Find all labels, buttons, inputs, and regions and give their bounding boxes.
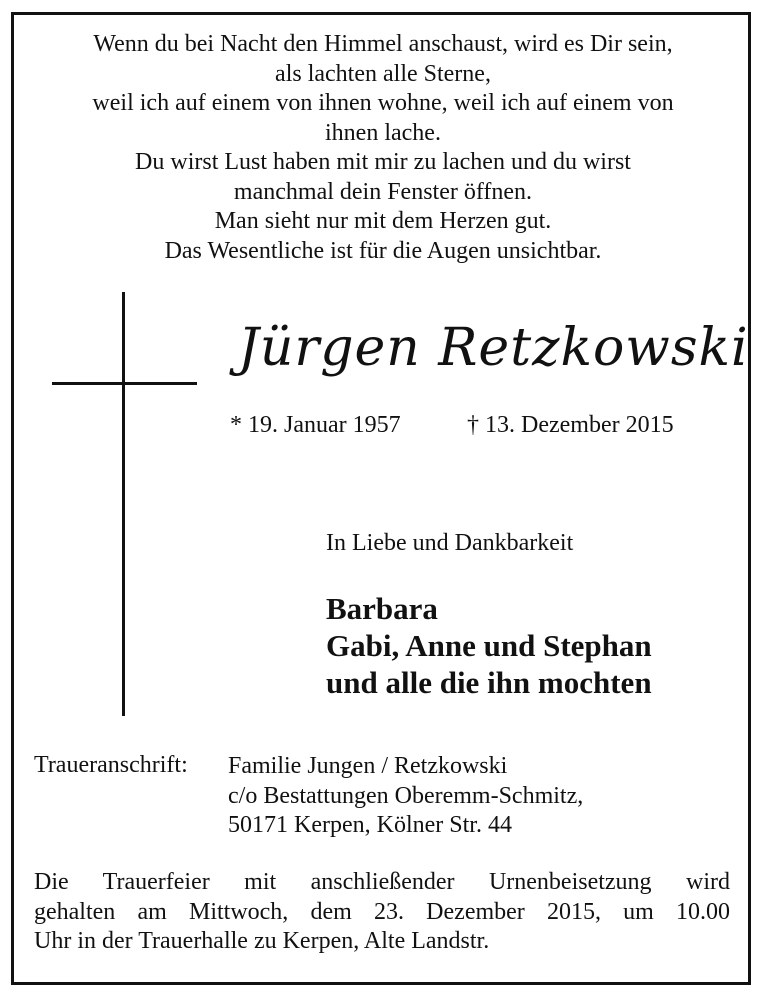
mourner-line: Barbara (326, 591, 438, 626)
funeral-service-info (34, 868, 730, 957)
poem-line: manchmal dein Fenster öffnen. (233, 178, 533, 205)
address-line: c/o Bestattungen Oberemm-Schmitz, (228, 782, 584, 809)
poem (20, 30, 746, 266)
mourner-line: Gabi, Anne und Stephan (326, 628, 652, 663)
address-label: Traueranschrift: (34, 752, 188, 778)
poem-line: Du wirst Lust haben mit mir zu lachen und du wirst (135, 149, 631, 175)
service-line: Die Trauerfeier mit anschließender Urnenbeisetzung wird (34, 869, 730, 895)
service-line: Uhr in der Trauerhalle zu Kerpen, Alte Landstr. (34, 928, 490, 954)
mourning-address (228, 752, 583, 841)
address-line: Familie Jungen / Retzkowski (228, 753, 508, 779)
poem-line: weil ich auf einem von ihnen wohne, weil ich auf einem von (92, 90, 674, 116)
birth-date: * 19. Januar 1957 (230, 412, 401, 438)
cross-icon (122, 292, 125, 716)
address-line: 50171 Kerpen, Kölner Str. 44 (228, 812, 512, 838)
poem-line: ihnen lache. (325, 119, 441, 146)
service-line: gehalten am Mittwoch, dem 23. Dezember 2015, um 10.00 (34, 898, 730, 925)
poem-line: als lachten alle Sterne, (275, 60, 491, 87)
poem-line: Man sieht nur mit dem Herzen gut. (214, 208, 552, 234)
deceased-name: Jürgen Retzkowski (238, 318, 749, 378)
mourners-names (326, 590, 652, 701)
mourners-intro: In Liebe und Dankbarkeit (326, 530, 574, 556)
poem-line: Wenn du bei Nacht den Himmel anschaust, wird es Dir sein, (93, 31, 673, 57)
poem-line: Das Wesentliche ist für die Augen unsichtbar. (164, 237, 602, 264)
cross-icon-bar (52, 382, 197, 385)
mourner-line: und alle die ihn mochten (326, 665, 652, 700)
death-date: † 13. Dezember 2015 (467, 412, 674, 438)
